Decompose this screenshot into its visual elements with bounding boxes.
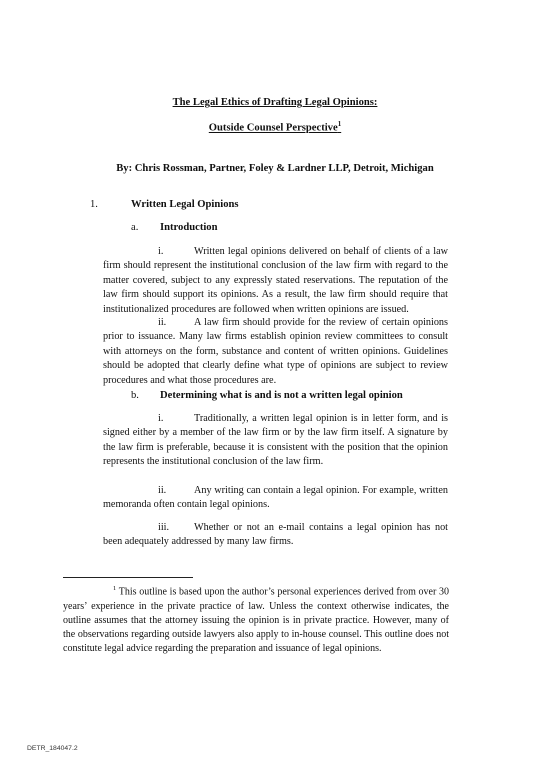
paragraph-a-ii [103,316,448,388]
paragraph-text: Written legal opinions delivered on behalf of clients of a law firm should represent the institutional conclusion of the law firm with regard to the matter covered, subject to any expressly stated reservations. The reputation of the law firm should support its opinions. As a result, the law firm should require that institutionalized procedures are followed when written opinions are issued. [103,246,448,315]
subsection-b-letter: b. [131,390,139,401]
title-footnote-ref[interactable]: 1 [337,120,342,128]
paragraph-text: A law firm should provide for the review of certain opinions prior to issuance. Many law firms establish opinion review committees to consult with attorneys on the form, substance and content of written opinions. Guidelines should be adopted that clearly define what type of opinions are subject to review procedures and what those procedures are. [103,317,448,386]
footnote-separator [63,577,193,578]
paragraph-b-i [103,412,448,470]
paragraph-b-ii [103,484,448,513]
paragraph-text: Traditionally, a written legal opinion is in letter form, and is signed either by a member of the law firm or by the law firm itself. A signature by the law firm is preferable, because it is consistent with the position that the opinion represents the institutional conclusion of the law firm. [103,413,448,468]
subsection-b-heading: Determining what is and is not a written legal opinion [160,390,403,401]
author-byline: By: Chris Rossman, Partner, Foley & Lardner LLP, Detroit, Michigan [116,163,434,174]
section-number: 1. [90,199,98,210]
paragraph-a-i [103,245,448,317]
paragraph-text: Whether or not an e-mail contains a legal opinion has not been adequately addressed by many law firms. [103,522,448,548]
document-title-line2 [0,120,550,134]
paragraph-marker: ii. [158,485,167,496]
subsection-a-letter: a. [131,222,139,233]
paragraph-marker: i. [158,246,164,257]
title-line2-text: Outside Counsel Perspective [208,122,338,134]
footnote-text: This outline is based upon the author’s personal experiences derived from over 30 years’ experience in the private practice of law. Unless the context otherwise indicates, the outline assumes that the attorney issuing the opinion is in private practice. However, many of the observations regarding outside lawyers also apply to in-house counsel. This outline does not constitute legal advice regarding the preparation and issuance of legal opinions. [63,586,449,655]
paragraph-marker: i. [158,413,164,424]
document-title-line1 [0,97,550,108]
paragraph-b-iii [103,521,448,550]
paragraph-marker: iii. [158,522,170,533]
title-line1-text: The Legal Ethics of Drafting Legal Opinions: [172,97,378,108]
subsection-a-heading: Introduction [160,222,218,233]
footnote [63,582,449,656]
footnote-number: 1 [113,585,117,592]
document-id: DETR_184047.2 [27,745,78,752]
section-heading: Written Legal Opinions [131,199,239,210]
paragraph-text: Any writing can contain a legal opinion. For example, written memoranda often contain legal opinions. [103,485,448,511]
paragraph-marker: ii. [158,317,167,328]
